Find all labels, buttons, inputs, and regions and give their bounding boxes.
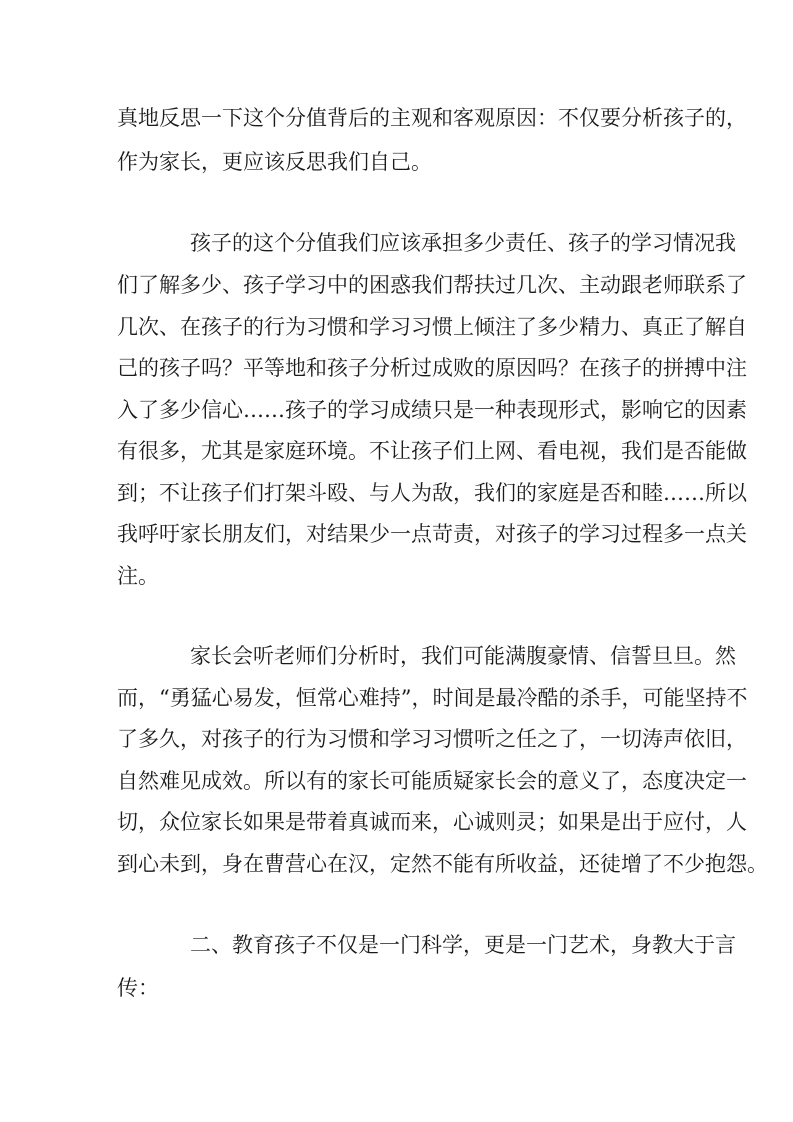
text-line: 二、教育孩子不仅是一门科学，更是一门艺术，身教大于言 [190, 933, 736, 957]
text-line: 传： [117, 976, 159, 1000]
text-line: 而，“勇猛心易发，恒常心难持”，时间是最冷酷的杀手，可能坚持不 [117, 686, 748, 710]
text-line: 注。 [117, 564, 159, 588]
text-line: 我呼吁家长朋友们，对结果少一点苛责，对孩子的学习过程多一点关 [117, 522, 747, 546]
text-line: 真地反思一下这个分值背后的主观和客观原因：不仅要分析孩子的， [117, 106, 747, 130]
text-line: 自然难见成效。所以有的家长可能质疑家长会的意义了，态度决定一 [117, 769, 747, 793]
text-line: 作为家长，更应该反思我们自己。 [117, 150, 432, 174]
text-line: 到心未到，身在曹营心在汉，定然不能有所收益，还徒增了不少抱怨。 [117, 852, 768, 876]
text-line: 入了多少信心……孩子的学习成绩只是一种表现形式，影响它的因素 [117, 398, 747, 422]
text-line: 们了解多少、孩子学习中的困惑我们帮扶过几次、主动跟老师联系了 [117, 273, 747, 297]
text-line: 几次、在孩子的行为习惯和学习习惯上倾注了多少精力、真正了解自 [117, 315, 747, 339]
text-line: 到；不让孩子们打架斗殴、与人为敌，我们的家庭是否和睦……所以 [117, 481, 747, 505]
text-line: 有很多，尤其是家庭环境。不让孩子们上网、看电视，我们是否能做 [117, 439, 747, 463]
text-line: 家长会听老师们分析时，我们可能满腹豪情、信誓旦旦。然 [190, 644, 736, 668]
text-line: 切，众位家长如果是带着真诚而来，心诚则灵；如果是出于应付，人 [117, 810, 747, 834]
text-line: 孩子的这个分值我们应该承担多少责任、孩子的学习情况我 [190, 231, 736, 255]
text-line: 了多久，对孩子的行为习惯和学习习惯听之任之了，一切涛声依旧， [117, 727, 747, 751]
text-line: 己的孩子吗？平等地和孩子分析过成败的原因吗？在孩子的拼搏中注 [117, 356, 747, 380]
